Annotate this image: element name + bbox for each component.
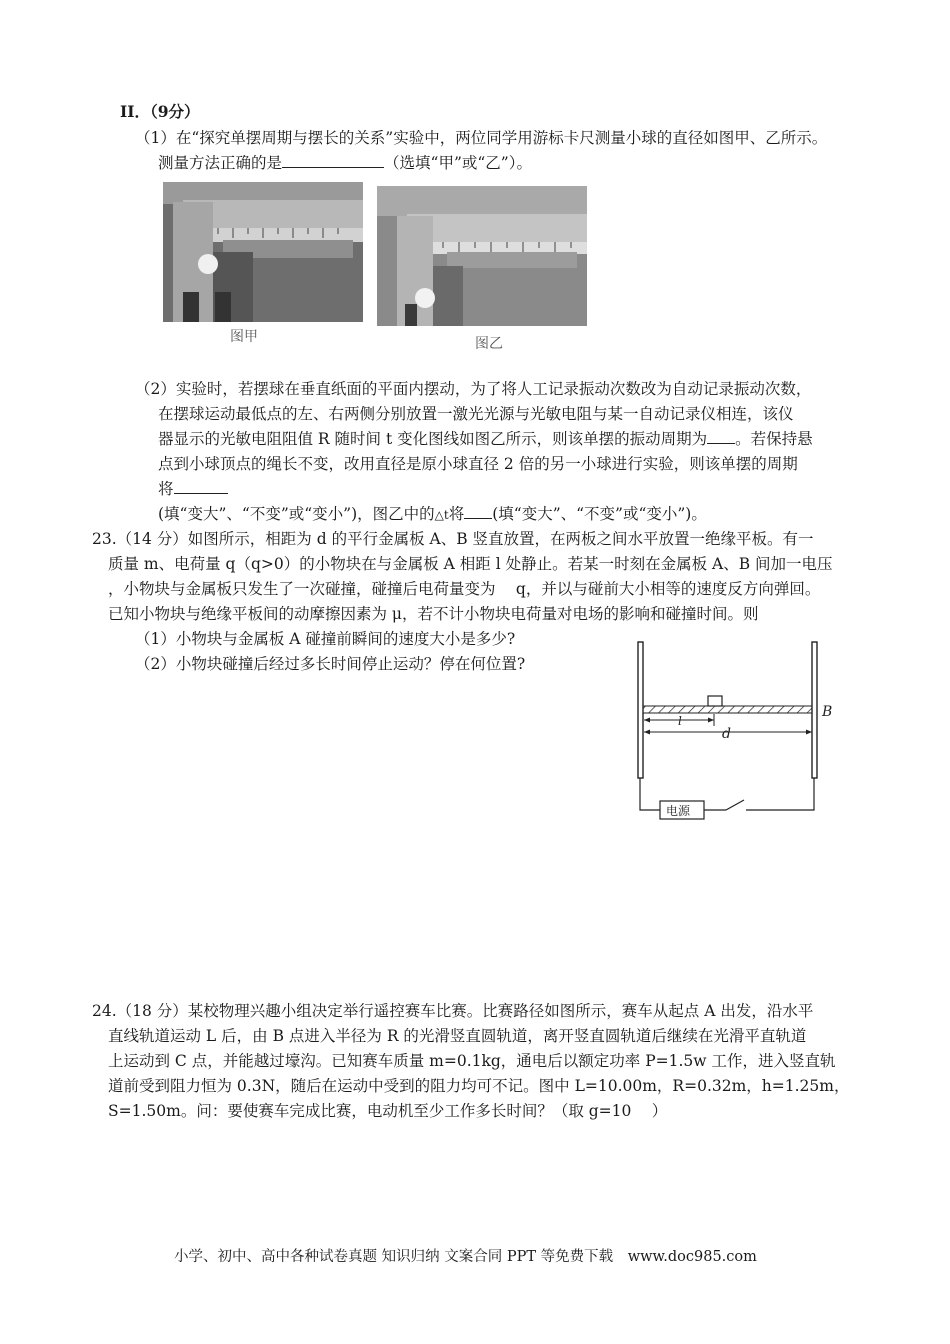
q24-line1: 24.（18 分）某校物理兴趣小组决定举行遥控赛车比赛。比赛路径如图所示，赛车从起点 A 出发，沿水平 (92, 1002, 814, 1020)
q23-line2: 质量 m、电荷量 q（q>0）的小物块在与金属板 A 相距 l 处静止。若某一时刻在金属板 A、B 间加一电压 (108, 555, 833, 573)
q1-line1: （1）在“探究单摆周期与摆长的关系”实验中，两位同学用游标卡尺测量小球的直径如图甲、乙所示。 (135, 129, 828, 147)
plate-b (812, 642, 817, 778)
figure-jia-caption: 图甲 (230, 329, 258, 345)
q2-line3-b: 。若保持悬 (735, 430, 813, 448)
section-heading: II．（9分） (120, 102, 200, 121)
power-source-label: 电源 (666, 804, 691, 818)
figure-yi-caption: 图乙 (475, 336, 503, 352)
footer-text: 小学、初中、高中各种试卷真题 知识归纳 文案合同 PPT 等免费下载 (174, 1249, 614, 1265)
q2-line2: 在摆球运动最低点的左、右两侧分别放置一激光光源与光敏电阻与某一自动记录仪相连，该仪 (158, 405, 794, 423)
q2-line5-text: 将 (158, 480, 174, 498)
q2-line4: 点到小球顶点的绳长不变，改用直径是原小球直径 2 倍的另一小球进行实验，则该单摆的周期 (158, 455, 798, 473)
q2-line5 (158, 477, 228, 501)
label-d: d (722, 726, 731, 742)
q24-line4: 道前受到阻力恒为 0.3N，随后在运动中受到的阻力均可不记。图中 L=10.00m，R=0.32m，h=1.25m， (108, 1077, 850, 1095)
caliper-yi-illustration (377, 186, 587, 326)
label-b: B (822, 704, 833, 720)
q23-line4: 已知小物块与绝缘平板间的动摩擦因素为 μ，若不计小物块电荷量对电场的影响和碰撞时间。则 (108, 605, 759, 623)
switch (726, 800, 744, 810)
footer-url[interactable]: www.doc985.com (627, 1249, 757, 1265)
plate-a (638, 642, 643, 778)
q2-line3-a: 器显示的光敏电阻阻值 R 随时间 t 变化图线如图乙所示，则该单摆的振动周期为 (158, 430, 708, 448)
delta-t-symbol: △t (434, 508, 449, 522)
q24-line5: S=1.50m。问：要使赛车完成比赛，电动机至少工作多长时间？（取 g=10 ） (108, 1102, 668, 1120)
q2-line6-c: (填“变大”、“不变”或“变小”)。 (492, 505, 707, 523)
q2-line3 (158, 427, 813, 451)
q23-line3: ，小物块与金属板只发生了一次碰撞，碰撞后电荷量变为 q，并以与碰前大小相等的速度反方向弹回。 (108, 580, 821, 598)
q2-line1: （2）实验时，若摆球在垂直纸面的平面内摆动，为了将人工记录振动次数改为自动记录振动次数， (135, 380, 812, 398)
figure-jia-caliper-photo (163, 182, 363, 322)
new-period-answer-blank (174, 477, 228, 494)
delta-t-answer-blank (464, 502, 492, 519)
q24-line3: 上运动到 C 点，并能越过壕沟。已知赛车质量 m=0.1kg，通电后以额定功率 P=1.5w 工作，进入竖直轨 (108, 1052, 836, 1070)
q23-sub2: （2）小物块碰撞后经过多长时间停止运动？停在何位置? (135, 655, 526, 673)
parallel-plates-diagram (626, 636, 846, 826)
q1-line2 (158, 151, 532, 175)
q2-line6-b: 将 (448, 505, 465, 523)
q2-line6-a: (填“变大”、“不变”或“变小”)，图乙中的 (158, 505, 435, 523)
q23-line1: 23.（14 分）如图所示，相距为 d 的平行金属板 A、B 竖直放置，在两板之间水平放置一绝缘平板。有一 (92, 530, 814, 548)
footer (174, 1246, 757, 1268)
q23-sub1: （1）小物块与金属板 A 碰撞前瞬间的速度大小是多少? (135, 630, 516, 648)
q1-line2-a: 测量方法正确的是 (158, 154, 283, 172)
period-answer-blank (707, 427, 735, 444)
q2-line6 (158, 502, 707, 527)
caliper-jia-illustration (163, 182, 363, 322)
insulating-board (643, 706, 812, 713)
label-l: l (678, 714, 682, 728)
q1-line2-b: （选填“甲”或“乙”）。 (384, 154, 532, 172)
q1-answer-blank (282, 151, 384, 168)
figure-yi-caliper-photo (377, 186, 587, 326)
small-block (708, 696, 722, 706)
q24-line2: 直线轨道运动 L 后，由 B 点进入半径为 R 的光滑竖直圆轨道，离开竖直圆轨道后继续在光滑平直轨道 (108, 1027, 807, 1045)
